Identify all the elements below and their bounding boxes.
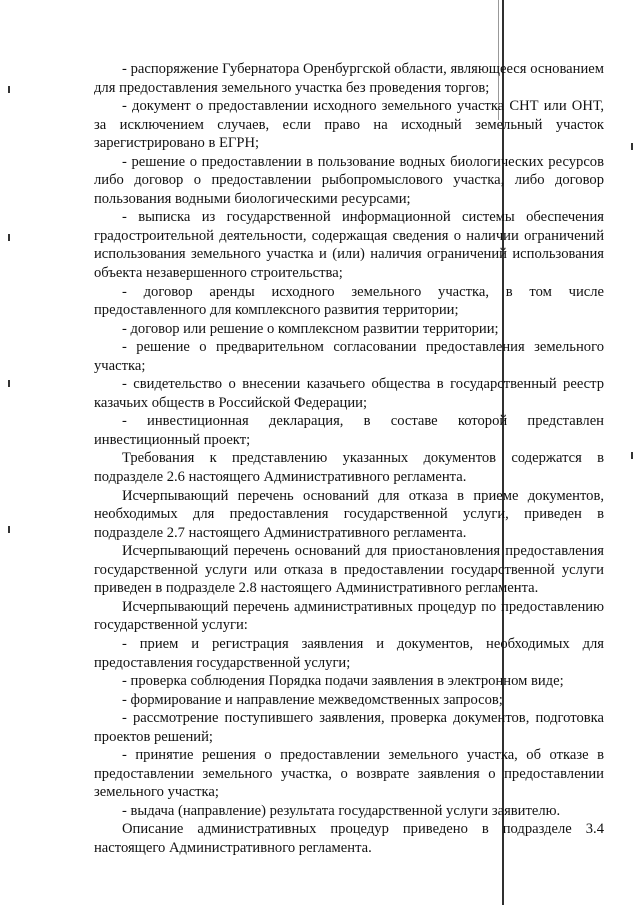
paragraph: Описание административных процедур приведено в подразделе 3.4 настоящего Административного регламента.	[94, 821, 604, 856]
scan-margin-mark	[631, 143, 633, 150]
paragraph: - прием и регистрация заявления и документов, необходимых для предоставления государственной услуги;	[94, 635, 604, 671]
paragraph: - проверка соблюдения Порядка подачи заявления в электронном виде;	[122, 673, 564, 690]
scan-margin-mark	[8, 380, 10, 387]
document-body	[94, 60, 604, 858]
paragraph: - выдача (направление) результата государственной услуги заявителю.	[122, 802, 561, 819]
paragraph: - свидетельство о внесении казачьего общества в государственный реестр казачьих обществ в Российской Федерации;	[94, 376, 604, 411]
scan-margin-mark	[631, 452, 633, 459]
scan-margin-mark	[8, 526, 10, 533]
paragraph: - формирование и направление межведомственных запросов;	[122, 691, 503, 708]
paragraph: Требования к представлению указанных документов содержатся в подразделе 2.6 настоящего Административного регламента.	[94, 450, 604, 486]
paragraph: - распоряжение Губернатора Оренбургской области, являющееся основанием для предоставления земельного участка без проведения торгов;	[94, 61, 604, 96]
paragraph: - инвестиционная декларация, в составе которой представлен инвестиционный проект;	[94, 413, 604, 448]
paragraph: - выписка из государственной информационной системы обеспечения градостроительной деятельности, содержащая сведения о наличии ограничений использования земельного участка и (или) наличия ограничений использования объекта незавершенного строительства;	[94, 209, 604, 282]
paragraph: - договор или решение о комплексном развитии территории;	[122, 320, 499, 337]
scan-margin-mark	[8, 86, 10, 93]
paragraph: Исчерпывающий перечень оснований для отказа в приеме документов, необходимых для предоставления государственной услуги, приведен в подразделе 2.7 настоящего Административного регламента.	[94, 487, 604, 541]
paragraph: - договор аренды исходного земельного участка, в том числе предоставленного для комплексного развития территории;	[94, 283, 604, 319]
paragraph: Исчерпывающий перечень оснований для приостановления предоставления государственной услуги или отказа в предоставлении государственной услуги приведен в подразделе 2.8 настоящего Административного регламента.	[94, 543, 604, 597]
paragraph: Исчерпывающий перечень административных процедур по предоставлению государственной услуги:	[94, 598, 604, 634]
paragraph: - принятие решения о предоставлении земельного участка, об отказе в предоставлении земельного участка, о возврате заявления о предоставлении земельного участка;	[94, 747, 604, 801]
paragraph: - решение о предоставлении в пользование водных биологических ресурсов либо договор о предоставлении рыбопромыслового участка, либо договор пользования водными биологическими ресурсами;	[94, 153, 604, 207]
paragraph: - документ о предоставлении исходного земельного участка СНТ или ОНТ, за исключением случаев, если право на исходный земельный участок зарегистрировано в ЕГРН;	[94, 98, 604, 152]
paragraph: - рассмотрение поступившего заявления, проверка документов, подготовка проектов решений;	[94, 710, 604, 745]
paragraph: - решение о предварительном согласовании предоставления земельного участка;	[94, 339, 604, 374]
scan-margin-mark	[8, 234, 10, 241]
